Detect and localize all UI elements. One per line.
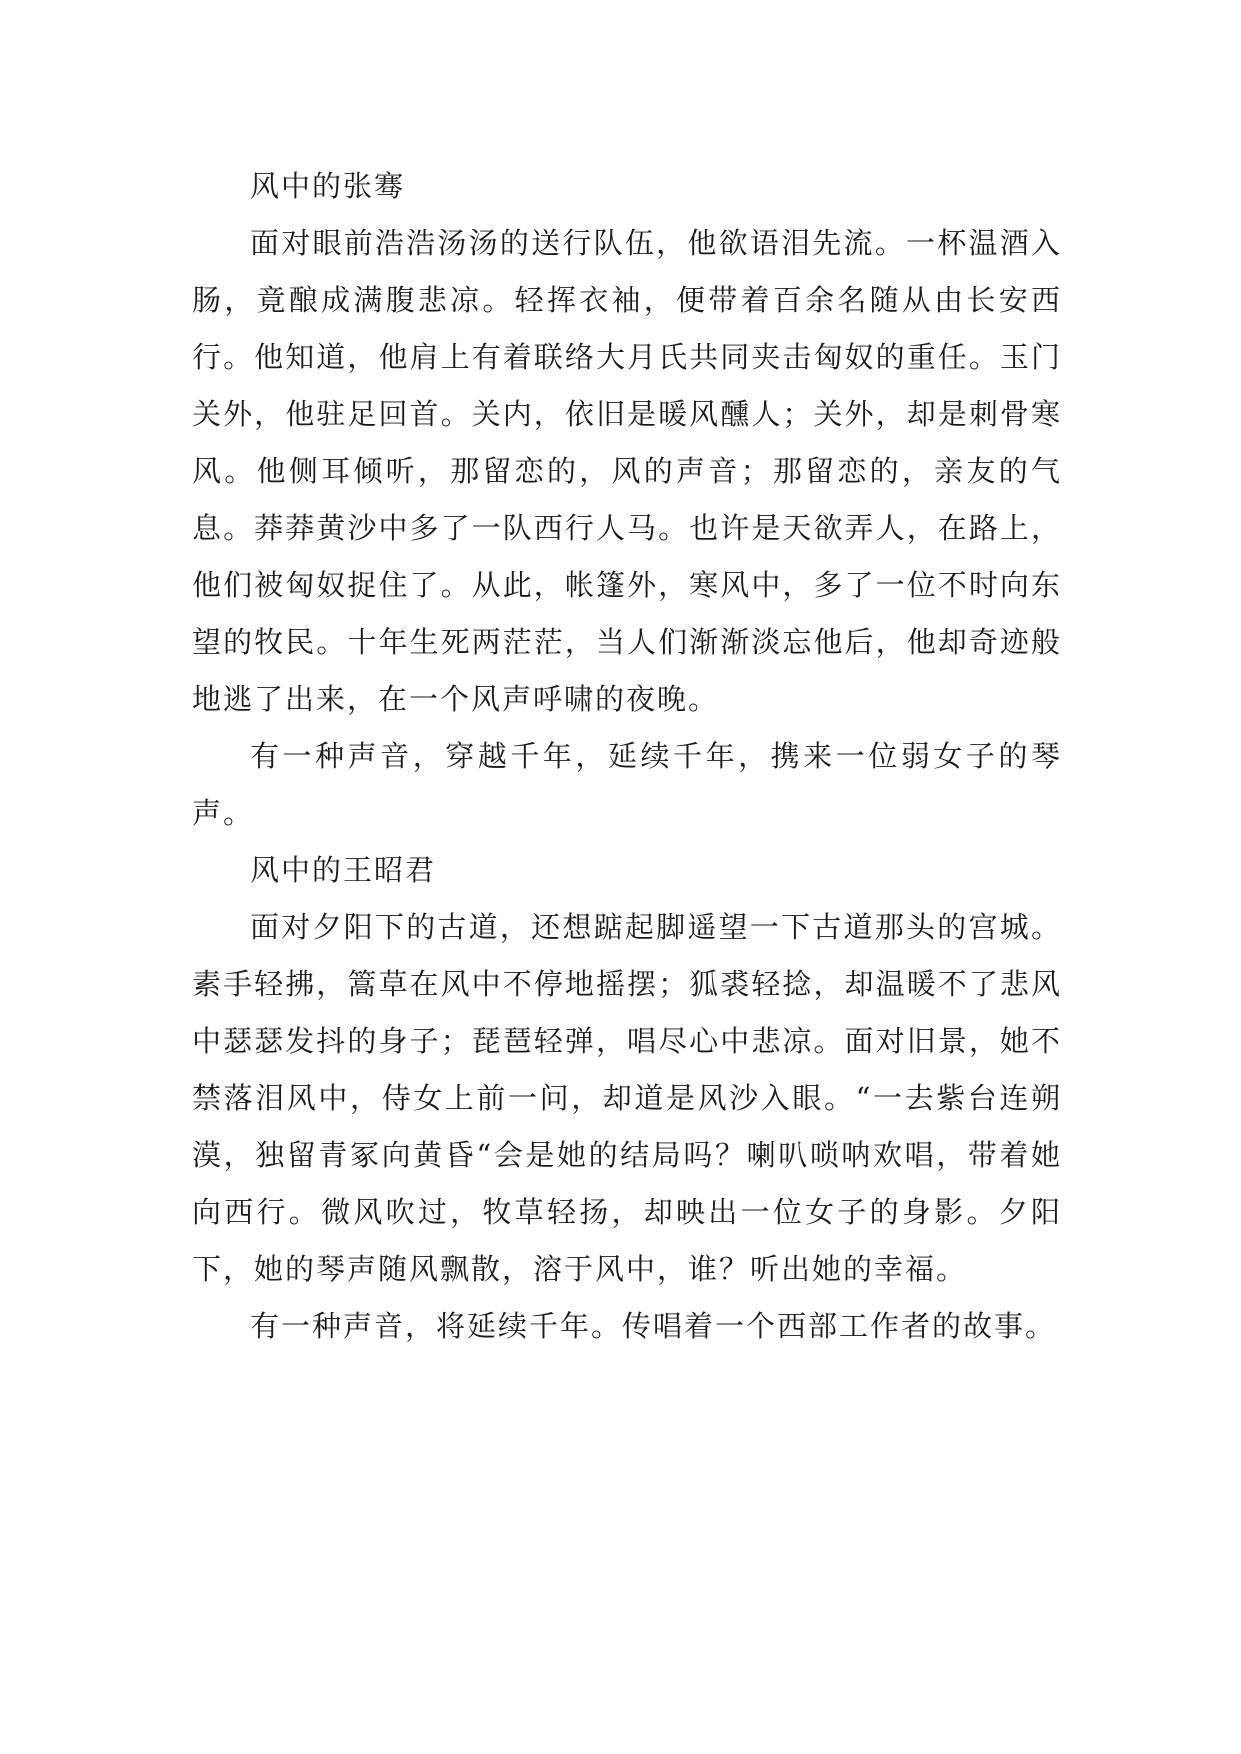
- document-body: [192, 158, 1062, 1355]
- paragraph-wang-zhaojun: 面对夕阳下的古道，还想踮起脚遥望一下古道那头的宫城。素手轻拂，篙草在风中不停地摇摆；狐裘轻捻，却温暖不了悲风中瑟瑟发抖的身子；琵琶轻弹，唱尽心中悲凉。面对旧景，她不禁落泪风中，侍女上前一问，却道是风沙入眼。“一去紫台连朔漠，独留青冢向黄昏“会是她的结局吗？喇叭唢呐欢唱，带着她向西行。微风吹过，牧草轻扬，却映出一位女子的身影。夕阳下，她的琴声随风飘散，溶于风中，谁？听出她的幸福。: [192, 910, 1062, 1286]
- paragraph-transition-1: 有一种声音，穿越千年，延续千年，携来一位弱女子的琴声。: [192, 739, 1062, 830]
- paragraph-transition-2: 有一种声音，将延续千年。传唱着一个西部工作者的故事。: [250, 1309, 1057, 1343]
- section-heading-wang-zhaojun: 风中的王昭君: [250, 853, 437, 887]
- section-heading-zhang-qian: 风中的张骞: [250, 169, 406, 203]
- paragraph-zhang-qian: 面对眼前浩浩汤汤的送行队伍，他欲语泪先流。一杯温酒入肠，竟酿成满腹悲凉。轻挥衣袖，便带着百余名随从由长安西行。他知道，他肩上有着联络大月氏共同夹击匈奴的重任。玉门关外，他驻足回首。关内，依旧是暖风醺人；关外，却是刺骨寒风。他侧耳倾听，那留恋的，风的声音；那留恋的，亲友的气息。莽莽黄沙中多了一队西行人马。也许是天欲弄人，在路上，他们被匈奴捉住了。从此，帐篷外，寒风中，多了一位不时向东望的牧民。十年生死两茫茫，当人们渐渐淡忘他后，他却奇迹般地逃了出来，在一个风声呼啸的夜晚。: [192, 226, 1062, 716]
